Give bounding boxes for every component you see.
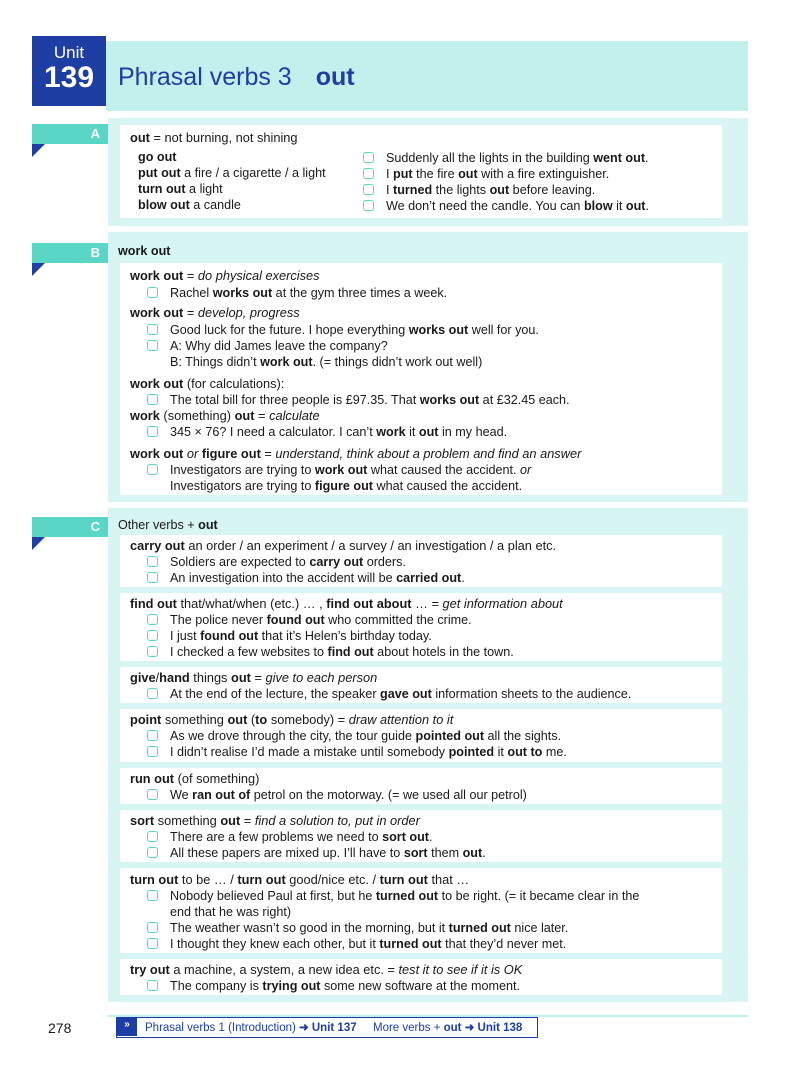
page-number: 278 [48, 1020, 72, 1036]
section-a-heading [130, 130, 298, 146]
example-sentence [170, 462, 531, 478]
text-run: = [254, 408, 270, 423]
definition-heading [130, 305, 300, 321]
text-run: = [183, 268, 198, 283]
section-c-title-keyword: out [198, 518, 218, 532]
text-run: turned out [448, 921, 511, 935]
text-run: The company is [170, 979, 263, 993]
xref-2-text: More verbs + [373, 1022, 444, 1034]
text-run: Nobody believed Paul at first, but he [170, 889, 376, 903]
text-run: work out [130, 305, 184, 320]
text-run: try out [130, 962, 170, 977]
bullet-icon [147, 980, 158, 991]
text-run: all the sights. [484, 729, 562, 743]
text-run: out [625, 199, 646, 213]
text-run: out [234, 408, 255, 423]
definition-heading [130, 446, 581, 462]
section-c-tab: C [32, 517, 108, 537]
xref-1-unit: ➜ Unit 137 [299, 1022, 357, 1034]
definition-heading [130, 596, 563, 612]
bullet-icon [147, 464, 158, 475]
definition-heading [130, 771, 259, 787]
text-run: that they’d never met. [441, 937, 567, 951]
bullet-icon [363, 168, 374, 179]
text-run: find out [327, 645, 374, 659]
section-c-title-text: Other verbs + [118, 518, 199, 532]
definition-heading [130, 813, 420, 829]
section-a-term: out [130, 130, 150, 145]
verb-phrase: go out [138, 150, 177, 164]
text-run: work out [260, 355, 313, 369]
bullet-icon [147, 730, 158, 741]
text-run: what caused the accident. [372, 479, 523, 493]
text-run: I [386, 167, 393, 181]
text-run: out [462, 846, 483, 860]
text-run: I thought they knew each other, but it [170, 937, 380, 951]
text-run: The police never [170, 613, 267, 627]
text-run: out [227, 712, 248, 727]
text-run: hand [159, 670, 190, 685]
text-run: turned out [375, 889, 439, 903]
section-b-tab-fold [32, 263, 45, 276]
text-run: work [376, 425, 406, 439]
text-run: carry out [130, 538, 185, 553]
text-run: ( [247, 712, 256, 727]
text-run: at the gym three times a week. [272, 286, 448, 300]
text-run: I didn’t realise I’d made a mistake until somebody [170, 745, 449, 759]
text-run: Investigators are trying to [170, 479, 315, 493]
example-sentence [170, 628, 432, 644]
bullet-icon [147, 324, 158, 335]
text-run: turned out [379, 937, 442, 951]
bullet-icon [147, 688, 158, 699]
bullet-icon [147, 789, 158, 800]
text-run: it [405, 425, 419, 439]
text-run: . [482, 846, 486, 860]
text-run: = [183, 305, 198, 320]
text-run: give [130, 670, 156, 685]
text-run: put [393, 167, 413, 181]
example-sentence [170, 354, 482, 370]
text-run: draw attention to it [348, 712, 454, 727]
text-run: find out about [326, 596, 412, 611]
bullet-icon [147, 614, 158, 625]
text-run: develop, progress [197, 305, 300, 320]
section-c-tab-fold [32, 537, 45, 550]
verb-item [138, 165, 326, 181]
text-run: I just [170, 629, 201, 643]
example-sentence [386, 166, 609, 182]
text-run: = [240, 813, 255, 828]
text-run: them [427, 846, 463, 860]
text-run: works out [419, 393, 480, 407]
bullet-icon [363, 152, 374, 163]
page-title [118, 62, 355, 92]
verb-phrase: put out [138, 166, 181, 180]
text-run: work out [130, 446, 184, 461]
text-run: some new software at the moment. [320, 979, 520, 993]
text-run: trying out [262, 979, 321, 993]
text-run: understand, think about a problem and find an answer [275, 446, 582, 461]
text-run: to be … / [178, 872, 238, 887]
cross-reference-box [116, 1017, 538, 1038]
text-run: turn out [130, 872, 179, 887]
example-sentence [170, 888, 639, 904]
text-run: point [130, 712, 162, 727]
text-run: turn out [379, 872, 428, 887]
text-run: . (= things didn’t work out well) [312, 355, 483, 369]
example-sentence [170, 728, 561, 744]
text-run: / [155, 670, 160, 685]
text-run: a machine, a system, a new idea etc. = [169, 962, 399, 977]
section-a-definition: = not burning, not shining [149, 130, 298, 145]
xref-2-unit: ➜ Unit 138 [461, 1022, 523, 1034]
example-sentence [170, 787, 527, 803]
text-run: sort [403, 846, 428, 860]
text-run: = [250, 670, 266, 685]
text-run: B: Things didn’t [170, 355, 261, 369]
verb-item [138, 197, 241, 213]
text-run: . [645, 199, 650, 213]
verb-object: a candle [189, 198, 241, 212]
example-sentence [170, 978, 520, 994]
text-run: find out [130, 596, 177, 611]
bullet-icon [363, 200, 374, 211]
text-run: well for you. [468, 323, 539, 337]
bullet-icon [147, 287, 158, 298]
text-run: something [161, 712, 228, 727]
bullet-icon [147, 630, 158, 641]
text-run: An investigation into the accident will be [170, 571, 397, 585]
text-run: that/what/when (etc.) … , [176, 596, 327, 611]
text-run: give to each person [265, 670, 378, 685]
text-run: before leaving. [509, 183, 596, 197]
text-run: 345 × 76? I need a calculator. I can’t [170, 425, 377, 439]
text-run: sort [130, 813, 155, 828]
text-run: We don’t need the candle. You can [386, 199, 584, 213]
verb-object: a fire / a cigarette / a light [180, 166, 326, 180]
text-run: figure out [201, 446, 261, 461]
xref-unit-137[interactable] [145, 1019, 357, 1037]
text-run: or [520, 463, 532, 477]
text-run: nice later. [510, 921, 569, 935]
text-run: with a fire extinguisher. [477, 167, 610, 181]
text-run: the lights [432, 183, 490, 197]
text-run: things [189, 670, 232, 685]
title-main: Phrasal verbs 3 [118, 63, 292, 91]
verb-object: a light [185, 182, 223, 196]
text-run: A: Why did James leave the company? [170, 339, 388, 353]
text-run: gave out [380, 687, 432, 701]
example-sentence [170, 744, 567, 760]
text-run: works out [408, 323, 469, 337]
text-run: work out [314, 463, 368, 477]
text-run: what caused the accident. [367, 463, 521, 477]
bullet-icon [363, 184, 374, 195]
text-run: out [220, 813, 241, 828]
text-run: out [231, 670, 251, 685]
bullet-icon [147, 831, 158, 842]
unit-badge [32, 36, 106, 106]
bullet-icon [147, 556, 158, 567]
text-run: who committed the crime. [324, 613, 472, 627]
example-sentence [170, 920, 568, 936]
text-run: . [461, 571, 465, 585]
text-run: At the end of the lecture, the speaker [170, 687, 381, 701]
text-run: . [645, 151, 649, 165]
verb-item [138, 149, 176, 165]
text-run: to [255, 712, 268, 727]
text-run: out [458, 167, 478, 181]
definition-heading [130, 376, 284, 392]
example-sentence [170, 845, 486, 861]
text-run: There are a few problems we need to [170, 830, 383, 844]
text-run: information sheets to the audience. [431, 687, 632, 701]
text-run: get information about [442, 596, 563, 611]
example-sentence [170, 686, 631, 702]
example-sentence [170, 322, 539, 338]
text-run: petrol on the motorway. (= we used all our petrol) [250, 788, 527, 802]
text-run: about hotels in the town. [373, 645, 514, 659]
text-run: went out [593, 151, 646, 165]
text-run: the fire [412, 167, 459, 181]
bullet-icon [147, 922, 158, 933]
definition-heading [130, 670, 377, 686]
example-sentence [170, 478, 522, 494]
text-run: turned [393, 183, 433, 197]
text-run: an order / an experiment / a survey / an investigation / a plan etc. [184, 538, 557, 553]
text-run: run out [130, 771, 175, 786]
text-run: (something) [159, 408, 235, 423]
text-run: turn out [237, 872, 286, 887]
text-run: carry out [309, 555, 364, 569]
text-run: … = [411, 596, 443, 611]
text-run: end that he was right) [170, 905, 292, 919]
example-sentence [170, 936, 566, 952]
text-run: = [260, 446, 276, 461]
text-run: sort out [382, 830, 429, 844]
text-run: We [170, 788, 193, 802]
text-run: pointed out [415, 729, 485, 743]
example-sentence [386, 150, 649, 166]
verb-phrase: blow out [138, 198, 190, 212]
text-run: The total bill for three people is £97.35. That [170, 393, 420, 407]
definition-heading [130, 872, 469, 888]
unit-word: Unit [53, 43, 85, 62]
example-sentence [386, 198, 649, 214]
text-run: find a solution to, put in order [254, 813, 420, 828]
text-run: work out [130, 268, 184, 283]
text-run: I checked a few websites to [170, 645, 328, 659]
text-run: All these papers are mixed up. I’ll have to [170, 846, 404, 860]
example-sentence [170, 338, 388, 354]
bullet-icon [147, 847, 158, 858]
xref-unit-138[interactable] [373, 1019, 522, 1037]
bullet-icon [147, 394, 158, 405]
example-sentence [170, 644, 514, 660]
text-run: something [154, 813, 221, 828]
definition-heading [130, 538, 556, 554]
example-sentence [170, 285, 447, 301]
text-run: good/nice etc. / [285, 872, 380, 887]
xref-2-keyword: out [443, 1022, 462, 1034]
text-run: ran out of [192, 788, 251, 802]
verb-phrase: turn out [138, 182, 186, 196]
text-run: to be right. (= it became clear in the [438, 889, 640, 903]
definition-heading [130, 712, 453, 728]
text-run: found out [266, 613, 325, 627]
text-run: blow [583, 199, 613, 213]
text-run: (for calculations): [183, 376, 285, 391]
definition-heading [130, 408, 320, 424]
example-sentence [170, 392, 570, 408]
bullet-icon [147, 572, 158, 583]
text-run: Soldiers are expected to [170, 555, 310, 569]
text-run: at £32.45 each. [479, 393, 570, 407]
text-run: figure out [314, 479, 373, 493]
xref-1-text: Phrasal verbs 1 (Introduction) [145, 1022, 300, 1034]
text-run: . [428, 830, 433, 844]
text-run: As we drove through the city, the tour guide [170, 729, 416, 743]
bullet-icon [147, 746, 158, 757]
text-run: in my head. [438, 425, 508, 439]
double-chevron-icon: » [117, 1018, 137, 1036]
section-c-title [118, 517, 218, 533]
text-run: out [418, 425, 439, 439]
bullet-icon [147, 646, 158, 657]
example-sentence [170, 570, 465, 586]
text-run: work [130, 408, 160, 423]
text-run: found out [200, 629, 259, 643]
text-run: (of something) [174, 771, 260, 786]
text-run: that … [427, 872, 470, 887]
example-sentence [170, 554, 406, 570]
text-run: it [494, 745, 508, 759]
text-run: Good luck for the future. I hope everything [170, 323, 409, 337]
verb-item [138, 181, 223, 197]
unit-number: 139 [43, 61, 95, 94]
text-run: Suddenly all the lights in the building [386, 151, 594, 165]
text-run: I [386, 183, 393, 197]
bullet-icon [147, 938, 158, 949]
bullet-icon [147, 890, 158, 901]
text-run: me. [542, 745, 567, 759]
example-sentence [170, 612, 472, 628]
example-sentence [170, 904, 291, 920]
bullet-icon [147, 426, 158, 437]
text-run: carried out [396, 571, 462, 585]
section-b-tab: B [32, 243, 108, 263]
text-run: test it to see if it is OK [398, 962, 523, 977]
text-run: Rachel [170, 286, 213, 300]
text-run: works out [212, 286, 273, 300]
example-sentence [170, 829, 432, 845]
text-run: that it’s Helen’s birthday today. [258, 629, 432, 643]
text-run: somebody) = [267, 712, 349, 727]
text-run: out [489, 183, 510, 197]
text-run: pointed [448, 745, 495, 759]
text-run: out to [507, 745, 543, 759]
text-run: Investigators are trying to [170, 463, 315, 477]
bullet-icon [147, 340, 158, 351]
text-run: work out [130, 376, 184, 391]
text-run: The weather wasn’t so good in the morning, but it [170, 921, 449, 935]
title-keyword: out [315, 63, 355, 91]
text-run: it [612, 199, 626, 213]
text-run: orders. [363, 555, 406, 569]
example-sentence [170, 424, 507, 440]
section-a-tab-fold [32, 144, 45, 157]
text-run: calculate [269, 408, 320, 423]
definition-heading [130, 962, 522, 978]
definition-heading [130, 268, 320, 284]
text-run: do physical exercises [197, 268, 320, 283]
text-run: or [183, 446, 202, 461]
section-a-tab: A [32, 124, 108, 144]
example-sentence [386, 182, 595, 198]
section-b-title: work out [118, 244, 171, 258]
